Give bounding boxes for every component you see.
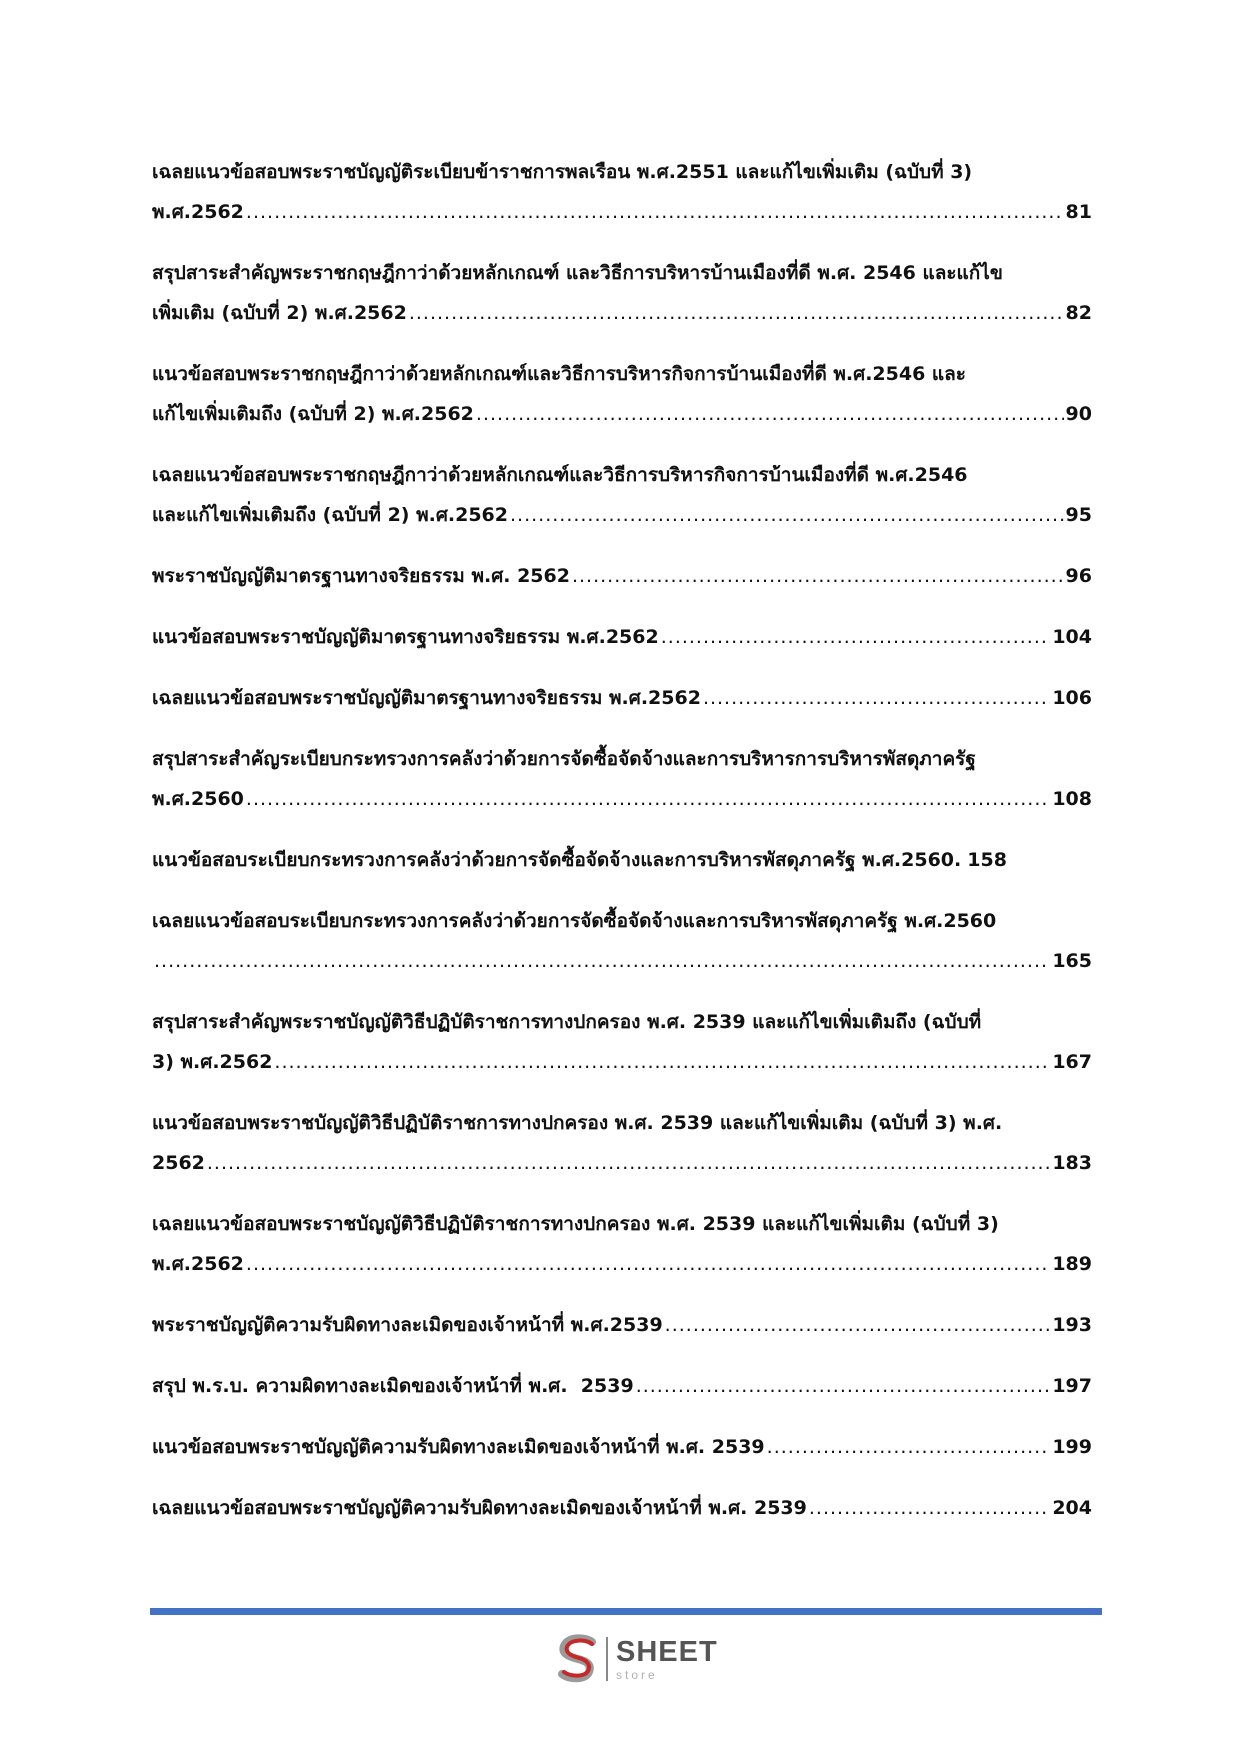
- toc-entry-last-line: [152, 1427, 1092, 1467]
- toc-entry-title-end: พ.ศ.2560: [152, 788, 244, 810]
- toc-page-number: 81: [1065, 201, 1092, 223]
- dot-leader: [246, 192, 1064, 232]
- toc-entry-last-line: [152, 941, 1092, 981]
- sheet-store-logo: [556, 1632, 718, 1686]
- toc-entry-last-line: [152, 495, 1092, 535]
- toc-entry[interactable]: [152, 617, 1092, 657]
- toc-page-number: 108: [1052, 788, 1092, 810]
- toc-page-number: 204: [1052, 1497, 1092, 1519]
- toc-page-number: 106: [1052, 687, 1092, 709]
- toc-entry[interactable]: [152, 739, 1092, 819]
- toc-page-number: 197: [1052, 1375, 1092, 1397]
- dot-leader: [665, 1305, 1051, 1345]
- toc-entry-title: พระราชบัญญัติความรับผิดทางละเมิดของเจ้าหน้าที่ พ.ศ.2539: [152, 1314, 663, 1336]
- dot-leader: [809, 1488, 1050, 1528]
- dot-leader: [409, 293, 1064, 333]
- toc-entry-last-line: [152, 1042, 1092, 1082]
- toc-entry-title-line: สรุปสาระสำคัญระเบียบกระทรวงการคลังว่าด้วยการจัดซื้อจัดจ้างและการบริหารการบริหารพัสดุภาครัฐ: [152, 748, 976, 770]
- dot-leader: [661, 617, 1051, 657]
- toc-page-number: 104: [1052, 626, 1092, 648]
- toc-entry-title-end: และแก้ไขเพิ่มเติมถึง (ฉบับที่ 2) พ.ศ.2562: [152, 504, 508, 526]
- toc-entry-last-line: [152, 293, 1092, 333]
- toc-entry-last-line: [152, 617, 1092, 657]
- toc-entry-title-line: เฉลยแนวข้อสอบพระราชบัญญัติวิธีปฏิบัติราชการทางปกครอง พ.ศ. 2539 และแก้ไขเพิ่มเติม (ฉบับที่ 3): [152, 1213, 999, 1235]
- toc-entry[interactable]: [152, 253, 1092, 333]
- toc-entry-last-line: [152, 1366, 1092, 1406]
- toc-entry[interactable]: [152, 556, 1092, 596]
- toc-page-number: 90: [1065, 403, 1092, 425]
- toc-page-number: 183: [1052, 1152, 1092, 1174]
- toc-entry-title: เฉลยแนวข้อสอบพระราชบัญญัติมาตรฐานทางจริยธรรม พ.ศ.2562: [152, 687, 701, 709]
- toc-entry-title-end: พ.ศ.2562: [152, 1253, 244, 1275]
- toc-entry-last-line: [152, 1143, 1092, 1183]
- toc-entry[interactable]: [152, 1366, 1092, 1406]
- toc-page-number: 165: [1052, 950, 1092, 972]
- toc-entry-last-line: [152, 1305, 1092, 1345]
- toc-page-number: 82: [1065, 302, 1092, 324]
- dot-leader: [636, 1366, 1051, 1406]
- dot-leader: [246, 779, 1050, 819]
- toc-entry-last-line: [152, 1488, 1092, 1528]
- dot-leader: [207, 1143, 1050, 1183]
- toc-entry[interactable]: [152, 152, 1092, 232]
- toc-page-number: 199: [1052, 1436, 1092, 1458]
- toc-entry-title-line: สรุปสาระสำคัญพระราชกฤษฎีกาว่าด้วยหลักเกณฑ์ และวิธีการบริหารบ้านเมืองที่ดี พ.ศ. 2546 และแก้ไข: [152, 262, 1003, 284]
- dot-leader: [246, 1244, 1050, 1284]
- dot-leader: [274, 1042, 1050, 1082]
- toc-entry-title-end: พ.ศ.2562: [152, 201, 244, 223]
- dot-leader: [572, 556, 1064, 596]
- toc-page-number: 158: [967, 849, 1007, 871]
- footer-divider: [150, 1608, 1102, 1615]
- toc-entry-title-line: เฉลยแนวข้อสอบพระราชบัญญัติระเบียบข้าราชการพลเรือน พ.ศ.2551 และแก้ไขเพิ่มเติม (ฉบับที่ 3): [152, 161, 973, 183]
- toc-entry-title-end: 3) พ.ศ.2562: [152, 1051, 273, 1073]
- toc-entry-title: แนวข้อสอบพระราชบัญญัติมาตรฐานทางจริยธรรม พ.ศ.2562: [152, 626, 659, 648]
- logo-wordmark: [616, 1635, 718, 1682]
- toc-entry-title: สรุป พ.ร.บ. ความผิดทางละเมิดของเจ้าหน้าที่ พ.ศ. 2539: [152, 1375, 634, 1397]
- toc-entry-title: พระราชบัญญัติมาตรฐานทางจริยธรรม พ.ศ. 2562: [152, 565, 570, 587]
- toc-entry-last-line: [152, 1244, 1092, 1284]
- dot-leader: [476, 394, 1064, 434]
- toc-entry[interactable]: [152, 840, 1092, 880]
- toc-page-number: 189: [1052, 1253, 1092, 1275]
- toc-entry-last-line: [152, 678, 1092, 718]
- toc-page-number: 167: [1052, 1051, 1092, 1073]
- toc-page-number: 96: [1065, 565, 1092, 587]
- toc-entry-title-line: แนวข้อสอบพระราชกฤษฎีกาว่าด้วยหลักเกณฑ์และวิธีการบริหารกิจการบ้านเมืองที่ดี พ.ศ.2546 และ: [152, 363, 967, 385]
- toc-entry[interactable]: [152, 354, 1092, 434]
- toc-entry-title: แนวข้อสอบระเบียบกระทรวงการคลังว่าด้วยการจัดซื้อจัดจ้างและการบริหารพัสดุภาครัฐ พ.ศ.2560.: [152, 849, 962, 871]
- toc-entry-title-line: เฉลยแนวข้อสอบพระราชกฤษฎีกาว่าด้วยหลักเกณฑ์และวิธีการบริหารกิจการบ้านเมืองที่ดี พ.ศ.2546: [152, 464, 968, 486]
- logo-title: SHEET: [616, 1635, 718, 1668]
- table-of-contents: [152, 152, 1092, 1549]
- toc-entry[interactable]: [152, 1103, 1092, 1183]
- toc-entry-title: แนวข้อสอบพระราชบัญญัติความรับผิดทางละเมิดของเจ้าหน้าที่ พ.ศ. 2539: [152, 1436, 765, 1458]
- dot-leader: [154, 941, 1050, 981]
- toc-entry-last-line: [152, 779, 1092, 819]
- dot-leader: [703, 678, 1050, 718]
- dot-leader: [767, 1427, 1051, 1467]
- toc-entry[interactable]: [152, 1488, 1092, 1528]
- toc-entry[interactable]: [152, 1002, 1092, 1082]
- toc-entry[interactable]: [152, 901, 1092, 981]
- toc-entry[interactable]: [152, 1427, 1092, 1467]
- toc-entry-title-end: 2562: [152, 1152, 205, 1174]
- toc-entry[interactable]: [152, 678, 1092, 718]
- toc-entry[interactable]: [152, 1305, 1092, 1345]
- toc-entry-title-line: สรุปสาระสำคัญพระราชบัญญัติวิธีปฏิบัติราชการทางปกครอง พ.ศ. 2539 และแก้ไขเพิ่มเติมถึง (ฉบับที่: [152, 1011, 982, 1033]
- toc-page-number: 95: [1065, 504, 1092, 526]
- toc-entry-last-line: [152, 192, 1092, 232]
- toc-entry-last-line: [152, 556, 1092, 596]
- logo-separator: [606, 1637, 608, 1681]
- toc-entry-title-line: เฉลยแนวข้อสอบระเบียบกระทรวงการคลังว่าด้วยการจัดซื้อจัดจ้างและการบริหารพัสดุภาครัฐ พ.ศ.2560: [152, 910, 997, 932]
- sheet-store-s-icon: [556, 1634, 600, 1684]
- toc-entry[interactable]: [152, 1204, 1092, 1284]
- dot-leader: [510, 495, 1064, 535]
- toc-entry-title-end: เพิ่มเติม (ฉบับที่ 2) พ.ศ.2562: [152, 302, 407, 324]
- toc-entry[interactable]: [152, 455, 1092, 535]
- logo-subtitle: store: [616, 1667, 658, 1682]
- toc-entry-title-line: แนวข้อสอบพระราชบัญญัติวิธีปฏิบัติราชการทางปกครอง พ.ศ. 2539 และแก้ไขเพิ่มเติม (ฉบับที่ 3) พ.ศ.: [152, 1112, 1003, 1134]
- toc-entry-title: เฉลยแนวข้อสอบพระราชบัญญัติความรับผิดทางละเมิดของเจ้าหน้าที่ พ.ศ. 2539: [152, 1497, 807, 1519]
- toc-entry-last-line: [152, 394, 1092, 434]
- toc-page-number: 193: [1052, 1314, 1092, 1336]
- toc-entry-title-end: แก้ไขเพิ่มเติมถึง (ฉบับที่ 2) พ.ศ.2562: [152, 403, 474, 425]
- toc-entry-last-line: [152, 840, 1092, 880]
